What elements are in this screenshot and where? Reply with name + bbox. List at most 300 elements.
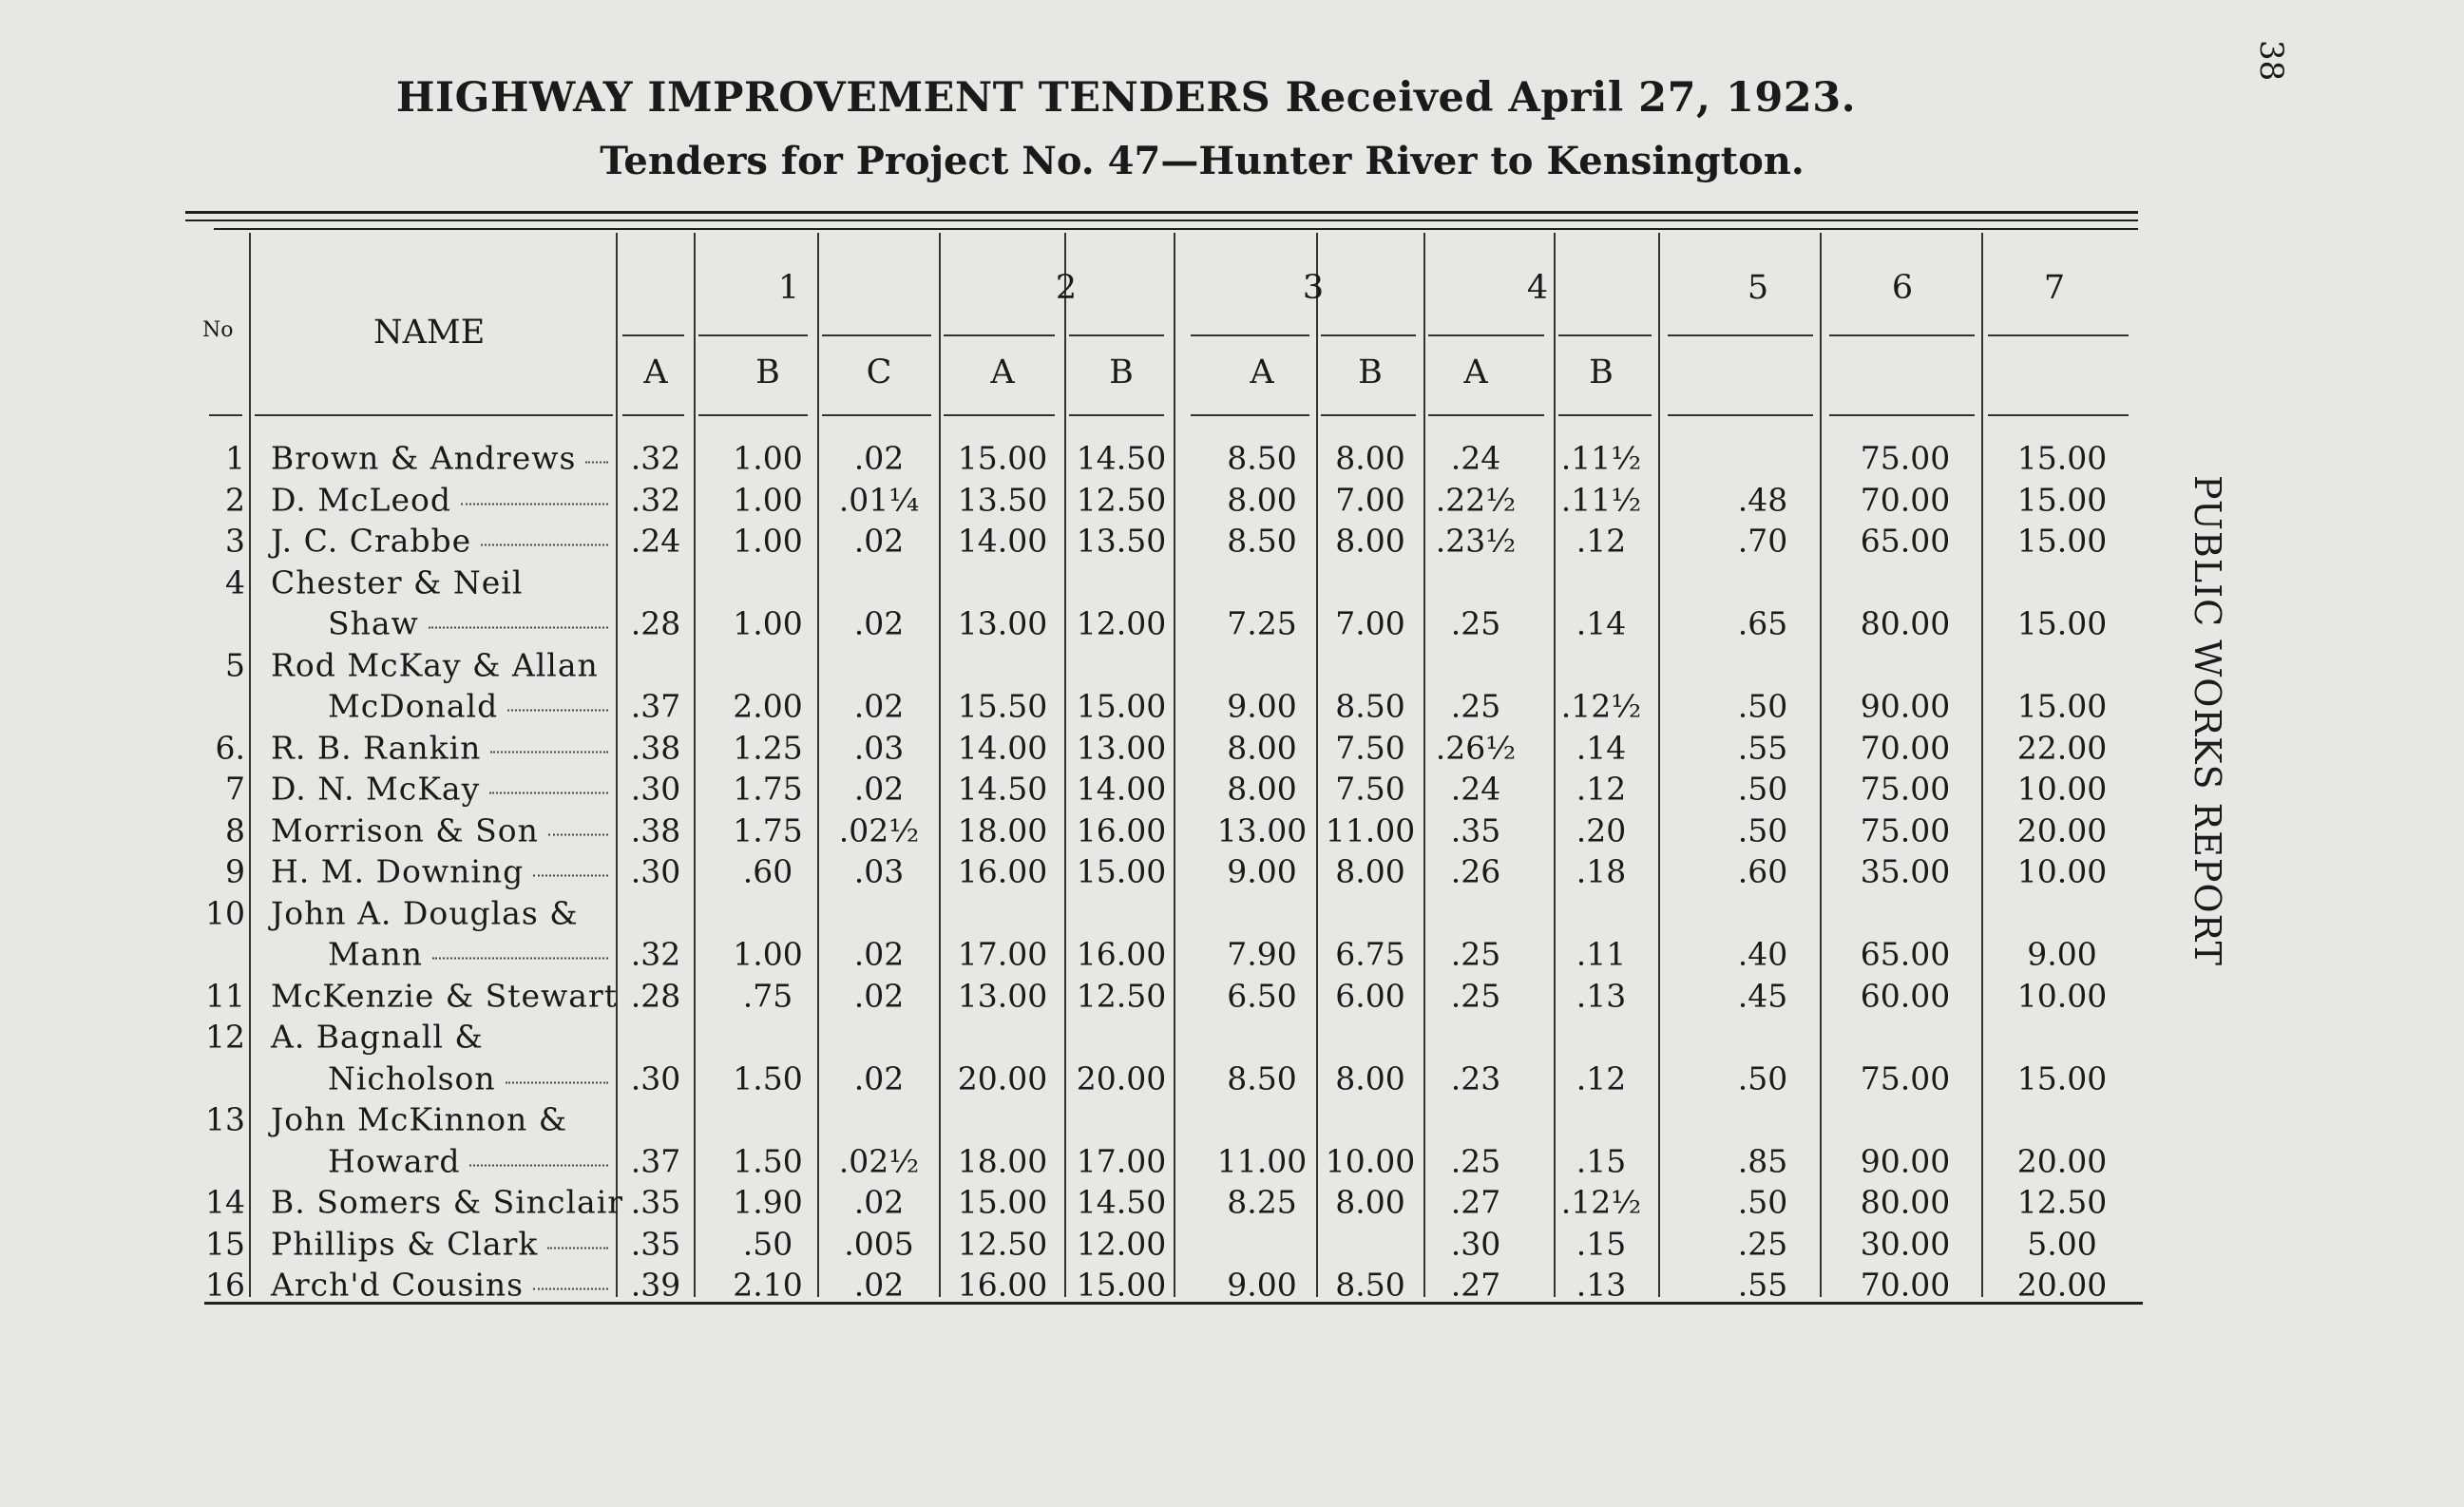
bid-value: .55 [1737,1266,1788,1304]
bid-value: 7.90 [1227,935,1297,973]
bid-value: 1.50 [733,1142,803,1179]
bid-value: 20.00 [957,1059,1048,1097]
bid-value: .12 [1576,522,1627,560]
bid-value: .75 [742,977,793,1014]
bidder-name [328,605,608,642]
row-number: 13 [205,1100,245,1138]
bid-value: .15 [1576,1225,1627,1262]
row-number: 9 [225,852,245,890]
column-divider [694,233,696,1297]
bidder-name-text: McKenzie & Stewart [271,977,618,1014]
bid-value: .24 [630,522,681,560]
bid-value: 8.00 [1335,1059,1405,1097]
bid-value: 8.50 [1227,1059,1297,1097]
bid-value: 12.00 [1076,604,1167,642]
bid-value: 1.00 [733,439,803,477]
bidder-name-text: J. C. Crabbe [271,522,472,560]
bid-value: .50 [1737,1059,1788,1097]
bid-value: .25 [1450,1142,1501,1179]
header-separator [1668,334,1813,336]
header-separator [1558,334,1652,336]
bid-value: .50 [1737,1183,1788,1221]
bid-value: 7.50 [1335,729,1405,766]
bid-value: 15.50 [957,687,1048,725]
bid-value: 1.75 [733,770,803,808]
header-bottom-separator [1428,414,1544,416]
bidder-name-text: Phillips & Clark [271,1225,539,1262]
bid-value: 6.00 [1335,977,1405,1014]
sub-header: A [643,353,668,391]
bid-value: 8.00 [1335,852,1405,890]
sub-header: B [755,353,780,391]
bid-value: .25 [1450,977,1501,1014]
row-number: 12 [205,1018,245,1056]
bidder-name-text: Arch'd Cousins [271,1266,525,1304]
bid-value: .02 [853,935,905,973]
bid-value: 13.00 [957,977,1048,1014]
bid-value: .37 [630,1142,681,1179]
bid-value: .28 [630,604,681,642]
bid-value: .50 [1737,687,1788,725]
leader-dots [585,462,608,464]
header-bottom-separator [1191,414,1309,416]
bid-value: 8.50 [1227,439,1297,477]
bid-value: 1.50 [733,1059,803,1097]
bidder-name [328,936,608,973]
bid-value: .01¼ [838,481,920,518]
bid-value: 13.00 [1076,729,1167,766]
column-divider [1820,233,1822,1297]
bid-value: 8.00 [1227,481,1297,518]
leader-dots [481,544,608,546]
column-divider [1316,233,1318,1297]
bidder-name [271,771,608,808]
header-separator [1829,334,1975,336]
row-number: 11 [205,977,245,1014]
bid-value: .11 [1576,935,1627,973]
row-number: 10 [205,894,245,931]
bidder-name-text: John McKinnon & [271,1100,568,1138]
bid-value: .32 [630,481,681,518]
sub-header: A [1250,353,1274,391]
bid-value: 65.00 [1860,935,1951,973]
bid-value: .02 [853,1266,905,1304]
bid-value: 75.00 [1860,811,1951,849]
column-divider [1658,233,1660,1297]
bid-value: 60.00 [1860,977,1951,1014]
bid-value: 14.50 [1076,1183,1167,1221]
column-divider [817,233,819,1297]
group-header: 1 [777,269,800,307]
bid-value: .85 [1737,1142,1788,1179]
bid-value: .38 [630,729,681,766]
bidder-name [271,523,608,560]
bid-value: .12½ [1560,1183,1642,1221]
bid-value: 11.00 [1325,811,1416,849]
column-divider [249,233,251,1297]
bidder-name [271,894,579,931]
bid-value: 75.00 [1860,770,1951,808]
bid-value: 6.50 [1227,977,1297,1014]
bid-value: 8.00 [1335,522,1405,560]
bid-value: .11½ [1560,439,1642,477]
bidder-name [271,1101,567,1138]
bidder-name [271,646,599,683]
bid-value: .02 [853,1059,905,1097]
bidder-name-text: A. Bagnall & [271,1018,484,1056]
group-header: 4 [1526,269,1549,307]
row-number: 2 [225,481,245,518]
bidder-name-text: Chester & Neil [271,563,524,601]
bid-value: 1.75 [733,811,803,849]
bid-value: 75.00 [1860,439,1951,477]
bid-value: 20.00 [1076,1059,1167,1097]
bid-value: 12.50 [1076,977,1167,1014]
bid-value: 12.00 [1076,1225,1167,1262]
header-bottom-separator [209,414,242,416]
bid-value: 2.10 [733,1266,803,1304]
row-number: 4 [225,563,245,601]
bidder-name [271,1225,608,1262]
row-number: 14 [205,1183,245,1221]
bid-value: .39 [630,1266,681,1304]
bid-value: 8.25 [1227,1183,1297,1221]
bid-value: .35 [630,1183,681,1221]
bidder-name-text: B. Somers & Sinclair [271,1183,624,1221]
bid-value: 18.00 [957,1142,1048,1179]
row-number: 6. [215,729,245,766]
bid-value: 16.00 [1076,935,1167,973]
bid-value: .12 [1576,770,1627,808]
leader-dots [469,1164,608,1166]
bid-value: 70.00 [1860,1266,1951,1304]
group-header: 2 [1055,269,1078,307]
bid-value: .60 [742,852,793,890]
bid-value: 75.00 [1860,1059,1951,1097]
leader-dots [548,833,608,835]
bidder-name-text: D. McLeod [271,481,451,518]
header-separator [622,334,684,336]
header-bottom-separator [255,414,613,416]
bidder-name [271,977,627,1014]
bid-value: 12.50 [2016,1183,2108,1221]
top-rule [185,211,2138,214]
leader-dots [507,710,608,712]
bid-value: .24 [1450,439,1501,477]
sub-header: A [1463,353,1488,391]
column-divider [616,233,618,1297]
leader-dots [429,627,608,629]
bid-value: .02 [853,770,905,808]
bid-value: .02 [853,604,905,642]
bid-value: .20 [1576,811,1627,849]
row-number: 7 [225,770,245,808]
top-rule-2 [185,219,2138,221]
header-bottom-separator [698,414,808,416]
bid-value: 80.00 [1860,1183,1951,1221]
bid-value: .45 [1737,977,1788,1014]
bid-value: .40 [1737,935,1788,973]
header-bottom-separator [1069,414,1164,416]
group-header: 7 [2043,269,2066,307]
bidder-name-text: Howard [328,1142,461,1179]
bid-value: 90.00 [1860,687,1951,725]
bidder-name [271,1184,633,1221]
bid-value: 7.00 [1335,604,1405,642]
bid-value: .25 [1737,1225,1788,1262]
bid-value: 15.00 [1076,687,1167,725]
bid-value: 11.00 [1216,1142,1308,1179]
bid-value: 16.00 [1076,811,1167,849]
bid-value: 2.00 [733,687,803,725]
leader-dots [490,751,608,753]
bid-value: .35 [630,1225,681,1262]
bid-value: 15.00 [2016,481,2108,518]
leader-dots [533,875,608,877]
bid-value: 16.00 [957,1266,1048,1304]
bid-value: 8.00 [1335,1183,1405,1221]
bid-value: 90.00 [1860,1142,1951,1179]
page-number: 38 [2252,40,2290,82]
page-subtitle: Tenders for Project No. 47—Hunter River to Kensington. [600,139,1805,183]
bid-value: 1.00 [733,522,803,560]
bid-value: 14.50 [1076,439,1167,477]
bid-value: .24 [1450,770,1501,808]
bid-value: .03 [853,729,905,766]
bid-value: .70 [1737,522,1788,560]
header-separator [698,334,808,336]
bid-value: 18.00 [957,811,1048,849]
bidder-name-text: Mann [328,935,423,973]
bidder-name [271,853,608,890]
leader-dots [533,1288,608,1290]
bid-value: .35 [1450,811,1501,849]
bid-value: 12.50 [1076,481,1167,518]
bid-value: 8.00 [1227,770,1297,808]
bid-value: 20.00 [2016,1142,2108,1179]
bidder-name-text: D. N. McKay [271,770,481,808]
bid-value: .50 [742,1225,793,1262]
bid-value: .26 [1450,852,1501,890]
header-separator [1988,334,2129,336]
column-divider [1423,233,1425,1297]
bidder-name-text: Morrison & Son [271,811,539,849]
header-bottom-separator [622,414,684,416]
bid-value: 16.00 [957,852,1048,890]
bid-value: .18 [1576,852,1627,890]
bid-value: 15.00 [2016,522,2108,560]
bid-value: 1.25 [733,729,803,766]
bid-value: .25 [1450,935,1501,973]
bid-value: 10.00 [2016,852,2108,890]
bid-value: .02½ [838,1142,920,1179]
bidder-name-text: Rod McKay & Allan [271,646,599,683]
bid-value: .02 [853,439,905,477]
column-divider [1064,233,1066,1297]
header-separator [1428,334,1544,336]
header-bottom-separator [1829,414,1975,416]
bid-value: 70.00 [1860,481,1951,518]
bid-value: .13 [1576,1266,1627,1304]
bid-value: .12 [1576,1059,1627,1097]
bid-value: .50 [1737,811,1788,849]
bid-value: 35.00 [1860,852,1951,890]
bid-value: 22.00 [2016,729,2108,766]
bidder-name [271,811,608,849]
header-bottom-separator [944,414,1055,416]
bid-value: 14.00 [957,729,1048,766]
bid-value: 5.00 [2027,1225,2097,1262]
bid-value: 1.00 [733,604,803,642]
bid-value: 15.00 [957,1183,1048,1221]
bid-value: 13.00 [957,604,1048,642]
bid-value: .02 [853,977,905,1014]
bid-value: .55 [1737,729,1788,766]
header-bottom-separator [1668,414,1813,416]
header-separator [944,334,1055,336]
bid-value: .23 [1450,1059,1501,1097]
bid-value: 17.00 [957,935,1048,973]
header-separator [1069,334,1164,336]
bid-value: 20.00 [2016,1266,2108,1304]
header-bottom-separator [1988,414,2129,416]
header-bottom-separator [822,414,931,416]
bid-value: .27 [1450,1266,1501,1304]
bidder-name [271,563,523,601]
bid-value: .02 [853,522,905,560]
bid-value: 7.50 [1335,770,1405,808]
bid-value: .32 [630,935,681,973]
bidder-name [271,1019,484,1056]
bid-value: .30 [630,770,681,808]
bid-value: .30 [630,852,681,890]
bid-value: 17.00 [1076,1142,1167,1179]
bid-value: .65 [1737,604,1788,642]
header-separator [1321,334,1416,336]
bid-value: 1.90 [733,1183,803,1221]
group-header: 3 [1302,269,1325,307]
bid-value: .25 [1450,687,1501,725]
bidder-name [271,1267,608,1304]
row-number: 16 [205,1266,245,1304]
bid-value: 10.00 [2016,770,2108,808]
name-column-header: NAME [373,314,486,352]
header-rule [214,228,2138,230]
page-title: HIGHWAY IMPROVEMENT TENDERS Received April 27, 1923. [395,74,1857,122]
bidder-name [328,1059,608,1097]
bid-value: 70.00 [1860,729,1951,766]
sub-header: B [1109,353,1134,391]
bid-value: 30.00 [1860,1225,1951,1262]
bid-value: 14.50 [957,770,1048,808]
sub-header: A [990,353,1015,391]
sub-header: B [1358,353,1383,391]
header-bottom-separator [1321,414,1416,416]
row-number: 1 [225,439,245,477]
bid-value: .27 [1450,1183,1501,1221]
bid-value: 15.00 [1076,1266,1167,1304]
bid-value: .37 [630,687,681,725]
bidder-name-text: Shaw [328,604,419,642]
bid-value: .03 [853,852,905,890]
header-separator [1191,334,1309,336]
leader-dots [432,958,608,960]
bid-value: 9.00 [1227,1266,1297,1304]
bid-value: 9.00 [1227,687,1297,725]
sub-header: B [1589,353,1614,391]
sub-header: C [866,353,892,391]
bid-value: .02 [853,687,905,725]
bid-value: 15.00 [2016,687,2108,725]
bid-value: 8.50 [1227,522,1297,560]
bid-value: 13.50 [1076,522,1167,560]
leader-dots [506,1081,608,1083]
bidder-name [271,481,608,518]
leader-dots [547,1247,608,1249]
bid-value: 80.00 [1860,604,1951,642]
bid-value: .32 [630,439,681,477]
bid-value: .60 [1737,852,1788,890]
bid-value: 15.00 [2016,1059,2108,1097]
bid-value: 7.00 [1335,481,1405,518]
header-separator [822,334,931,336]
bid-value: 13.00 [1216,811,1308,849]
bid-value: 1.00 [733,481,803,518]
bid-value: 20.00 [2016,811,2108,849]
header-bottom-separator [1558,414,1652,416]
bidder-name-text: John A. Douglas & [271,894,579,931]
bid-value: .50 [1737,770,1788,808]
bid-value: .15 [1576,1142,1627,1179]
bid-value: .25 [1450,604,1501,642]
bid-value: 1.00 [733,935,803,973]
bid-value: .11½ [1560,481,1642,518]
column-divider [1554,233,1556,1297]
bidder-name-text: H. M. Downing [271,852,525,890]
bidder-name-text: Nicholson [328,1059,496,1097]
leader-dots [461,503,608,505]
row-number: 5 [225,646,245,683]
bidder-name [271,729,608,766]
row-number: 3 [225,522,245,560]
bid-value: 15.00 [2016,439,2108,477]
column-divider [1981,233,1983,1297]
bid-value: .23½ [1435,522,1517,560]
bid-value: 9.00 [2027,935,2097,973]
bidder-name [271,440,608,477]
bid-value: 10.00 [2016,977,2108,1014]
bidder-name-text: McDonald [328,687,499,725]
bid-value: 13.50 [957,481,1048,518]
bid-value: .005 [844,1225,914,1262]
bidder-name [328,688,608,725]
bid-value: 15.00 [957,439,1048,477]
bid-value: .22½ [1435,481,1517,518]
leader-dots [489,792,608,794]
bid-value: .30 [630,1059,681,1097]
bid-value: .38 [630,811,681,849]
bid-value: 10.00 [1325,1142,1416,1179]
bid-value: 65.00 [1860,522,1951,560]
column-divider [939,233,941,1297]
group-header: 6 [1891,269,1914,307]
bid-value: .02 [853,1183,905,1221]
bid-value: 8.50 [1335,1266,1405,1304]
bid-value: 15.00 [1076,852,1167,890]
bid-value: 7.25 [1227,604,1297,642]
bidder-name-text: R. B. Rankin [271,729,482,766]
bid-value: .26½ [1435,729,1517,766]
